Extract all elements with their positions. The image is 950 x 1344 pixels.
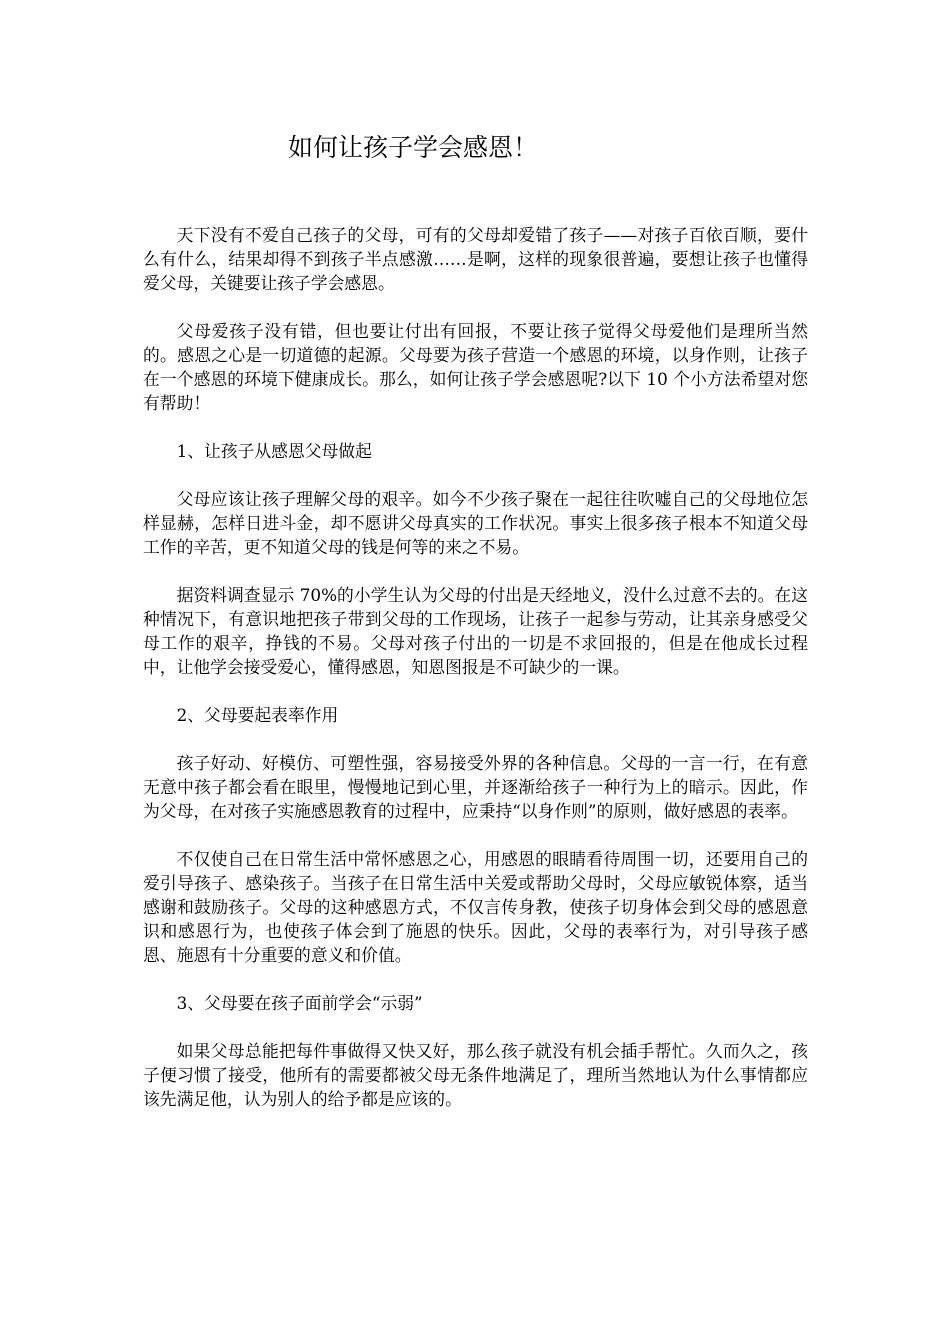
paragraph-section-2b: 不仅使自己在日常生活中常怀感恩之心，用感恩的眼睛看待周围一切，还要用自己的爱引导孩子、感染孩子。当孩子在日常生活中关爱或帮助父母时，父母应敏锐体察，适当感谢和鼓励孩子。父母的这种感恩方式，不仅言传身教，使孩子切身体会到父母的感恩意识和感恩行为，也使孩子体会到了施恩的快乐。因此，父母的表率行为，对引导孩子感恩、施恩有十分重要的意义和价值。 (143, 849, 808, 965)
paragraph-section-1a: 父母应该让孩子理解父母的艰辛。如今不少孩子聚在一起往往吹嘘自己的父母地位怎样显赫，怎样日进斗金，却不愿讲父母真实的工作状况。事实上很多孩子根本不知道父母工作的辛苦，更不知道父母的钱是何等的来之不易。 (143, 489, 808, 557)
document-body (143, 223, 808, 1135)
section-heading-1: 1、让孩子从感恩父母做起 (176, 441, 372, 461)
paragraph-section-3a: 如果父母总能把每件事做得又快又好，那么孩子就没有机会插手帮忙。久而久之，孩子便习惯了接受，他所有的需要都被父母无条件地满足了，理所当然地认为什么事情都应该先满足他，认为别人的给予都是应该的。 (143, 1041, 808, 1109)
paragraph-section-2a: 孩子好动、好模仿、可塑性强，容易接受外界的各种信息。父母的一言一行，在有意无意中孩子都会看在眼里，慢慢地记到心里，并逐渐给孩子一种行为上的暗示。因此，作为父母，在对孩子实施感恩教育的过程中，应秉持“以身作则”的原则，做好感恩的表率。 (143, 753, 808, 821)
paragraph-overview: 父母爱孩子没有错，但也要让付出有回报，不要让孩子觉得父母爱他们是理所当然的。感恩之心是一切道德的起源。父母要为孩子营造一个感恩的环境，以身作则，让孩子在一个感恩的环境下健康成长。那么，如何让孩子学会感恩呢?以下 10 个小方法希望对您有帮助！ (143, 321, 808, 413)
section-heading-2: 2、父母要起表率作用 (176, 705, 339, 725)
page-title: 如何让孩子学会感恩！ (288, 133, 539, 162)
paragraph-intro: 天下没有不爱自己孩子的父母，可有的父母却爱错了孩子——对孩子百依百顺，要什么有什么，结果却得不到孩子半点感激……是啊，这样的现象很普遍，要想让孩子也懂得爱父母，关键要让孩子学会感恩。 (143, 225, 808, 293)
paragraph-section-1b: 据资料调查显示 70%的小学生认为父母的付出是天经地义，没什么过意不去的。在这种情况下，有意识地把孩子带到父母的工作现场，让孩子一起参与劳动，让其亲身感受父母工作的艰辛，挣钱的不易。父母对孩子付出的一切是不求回报的，但是在他成长过程中，让他学会接受爱心，懂得感恩，知恩图报是不可缺少的一课。 (143, 585, 808, 677)
section-heading-3: 3、父母要在孩子面前学会“示弱” (176, 993, 423, 1013)
